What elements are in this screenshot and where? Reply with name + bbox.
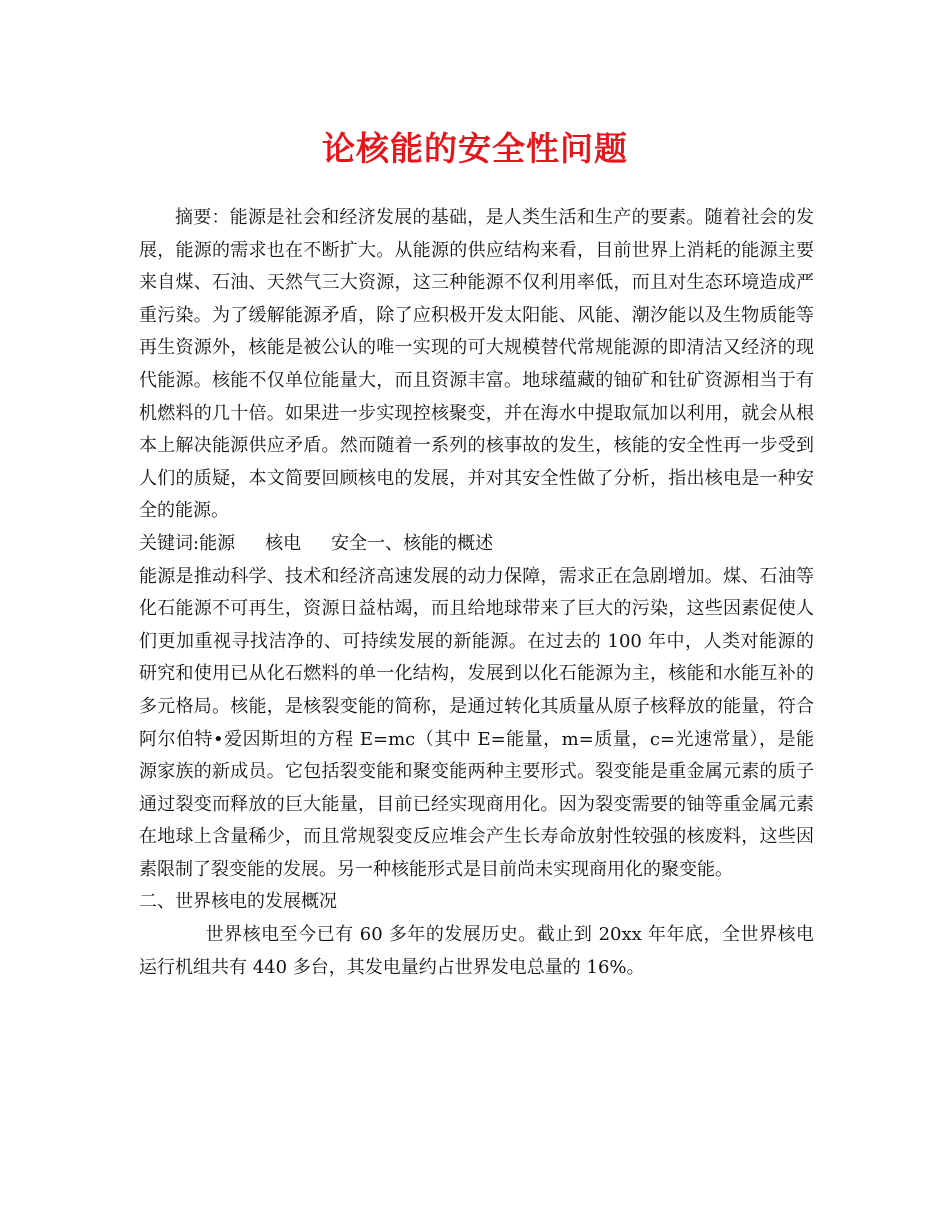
document-title: 论核能的安全性问题	[322, 129, 628, 168]
section2-paragraph: 世界核电至今已有 60 多年的发展历史。截止到 20xx 年年底，全世界核电运行机组共有 440 多台，其发电量约占世界发电总量的 16%。	[139, 924, 814, 978]
section1-paragraph: 能源是推动科学、技术和经济高速发展的动力保障，需求正在急剧增加。煤、石油等化石能源不可再生，资源日益枯竭，而且给地球带来了巨大的污染，这些因素促使人们更加重视寻找洁净的、可持续发展的新能源。在过去的 100 年中，人类对能源的研究和使用已从化石燃料的单一化结构，发展到以化石能源为主，核能和水能互补的多元格局。核能，是核裂变能的简称，是通过转化其质量从原子核释放的能量，符合阿尔伯特•爱因斯坦的方程 E=mc（其中 E=能量，m=质量，c=光速常量），是能源家族的新成员。它包括裂变能和聚变能两种主要形式。裂变能是重金属元素的质子通过裂变而释放的巨大能量，目前已经实现商用化。因为裂变需要的铀等重金属元素在地球上含量稀少，而且常规裂变反应堆会产生长寿命放射性较强的核废料，这些因素限制了裂变能的发展。另一种核能形式是目前尚未实现商用化的聚变能。	[139, 565, 814, 880]
abstract-paragraph: 摘要：能源是社会和经济发展的基础，是人类生活和生产的要素。随着社会的发展，能源的需求也在不断扩大。从能源的供应结构来看，目前世界上消耗的能源主要来自煤、石油、天然气三大资源，这三种能源不仅利用率低，而且对生态环境造成严重污染。为了缓解能源矛盾，除了应积极开发太阳能、风能、潮汐能以及生物质能等再生资源外，核能是被公认的唯一实现的可大规模替代常规能源的即清洁又经济的现代能源。核能不仅单位能量大，而且资源丰富。地球蕴藏的铀矿和钍矿资源相当于有机燃料的几十倍。如果进一步实现控核聚变，并在海水中提取氚加以利用，就会从根本上解决能源供应矛盾。然而随着一系列的核事故的发生，核能的安全性再一步受到人们的质疑，本文简要回顾核电的发展，并对其安全性做了分析，指出核电是一种安全的能源。	[139, 207, 814, 522]
keywords-label: 关键词:能源	[139, 532, 236, 554]
keyword-item-with-heading: 安全一、核能的概述	[331, 532, 494, 554]
keyword-item: 核电	[265, 532, 302, 554]
keywords-line	[139, 528, 814, 561]
section2-heading: 二、世界核电的发展概况	[139, 891, 337, 913]
document-body	[139, 202, 814, 984]
